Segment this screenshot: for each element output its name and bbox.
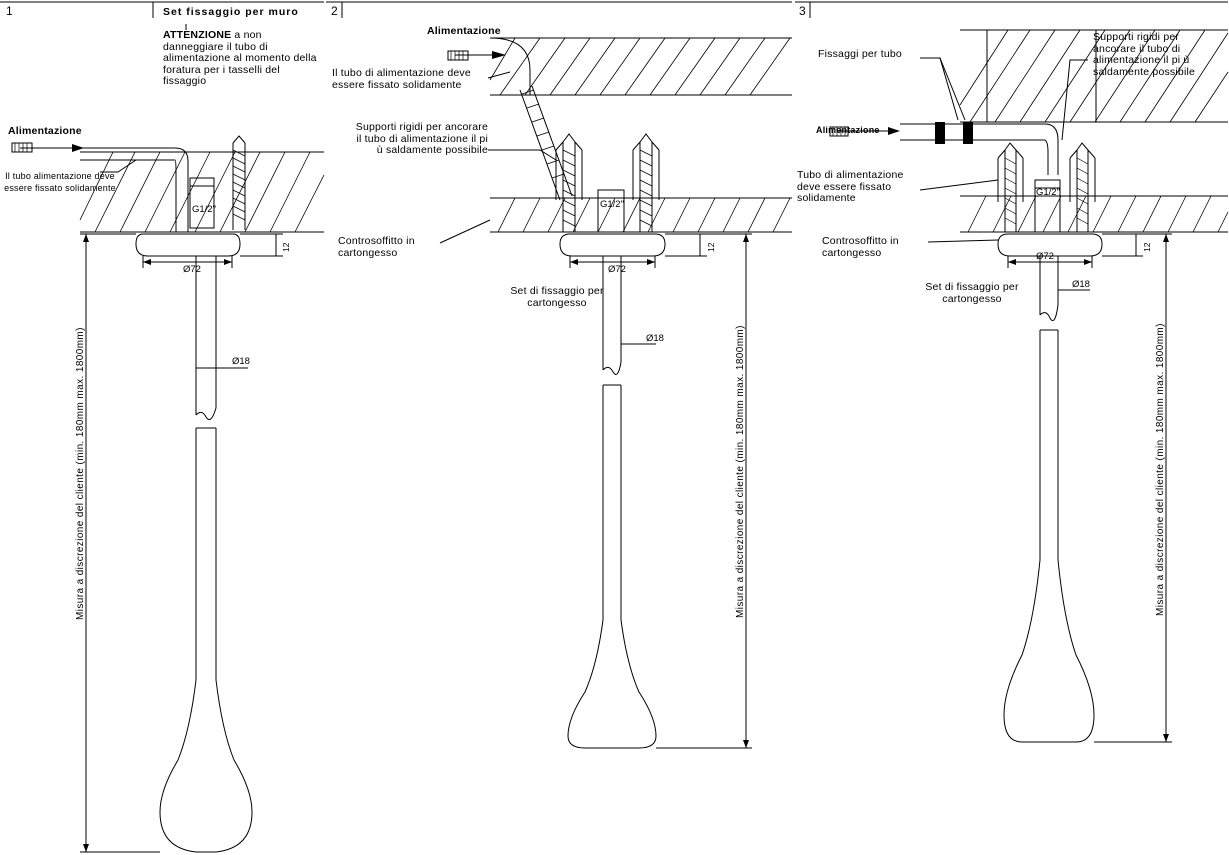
panel-2-rigid-supports-note: Supporti rigidi per ancorare il tubo di alimentazione il pi ù saldamente possibile — [355, 121, 488, 156]
panel-2-rosette-diameter: Ø72 — [608, 264, 626, 275]
panel-2-supply-fix-note: Il tubo di alimentazione deve essere fissato solidamente — [332, 67, 471, 91]
panel-number-3: 3 — [799, 4, 806, 18]
panel-1-length-note: Misura a discrezione del cliente (min. 180mm max. 1800mm) — [75, 327, 86, 620]
panel-2-tube-diameter: Ø18 — [646, 333, 664, 344]
panel-number-1: 1 — [6, 4, 13, 18]
panel-3-supply-fix-note: Tubo di alimentazione deve essere fissato solidamente — [797, 169, 904, 204]
panel-1-supply-fix-note: Il tubo alimentazione deve essere fissato solidamente — [4, 171, 116, 193]
panel-3-ceiling-note: Controsoffitto in cartongesso — [822, 235, 899, 259]
panel-2-thread-size: G1/2" — [600, 199, 624, 210]
panel-2-length-note: Misura a discrezione del cliente (min. 180mm max. 1800mm) — [735, 325, 746, 618]
panel-1-rosette-diameter: Ø72 — [183, 264, 201, 275]
panel-3-thread-size: G1/2" — [1036, 187, 1060, 198]
panel-3-rosette-diameter: Ø72 — [1036, 251, 1054, 262]
panel-3-tube-diameter: Ø18 — [1072, 279, 1090, 290]
panel-1-rosette-height: 12 — [281, 242, 291, 252]
panel-3-rosette-height: 12 — [1142, 242, 1152, 252]
panel-1-thread-size: G1/2" — [192, 204, 216, 215]
panel-2-rosette-height: 12 — [706, 242, 716, 252]
panel-2-fixing-set-note: Set di fissaggio per cartongesso — [510, 285, 604, 309]
panel-number-2: 2 — [331, 4, 338, 18]
panel-1-attention-note: ATTENZIONE a non danneggiare il tubo di alimentazione al momento della foratura per i tasselli del fissaggio — [163, 29, 317, 87]
panel-1-supply-label: Alimentazione — [8, 125, 82, 137]
panel-3-fixing-set-note: Set di fissaggio per cartongesso — [925, 281, 1019, 305]
panel-3-rigid-supports-note: Supporti rigidi per ancorare il tubo di alimentazione il pi ù saldamente possibile — [1093, 31, 1196, 78]
panel-3-pipe-fixings-note: Fissaggi per tubo — [818, 48, 902, 60]
panel-2-supply-label: Alimentazione — [427, 25, 501, 37]
panel-3-length-note: Misura a discrezione del cliente (min. 180mm max. 1800mm) — [1155, 323, 1166, 616]
panel-1-heading: Set fissaggio per muro — [163, 6, 299, 18]
panel-2-ceiling-note: Controsoffitto in cartongesso — [338, 235, 415, 259]
panel-1-tube-diameter: Ø18 — [232, 356, 250, 367]
panel-3-supply-label: Alimentazione — [816, 125, 880, 135]
